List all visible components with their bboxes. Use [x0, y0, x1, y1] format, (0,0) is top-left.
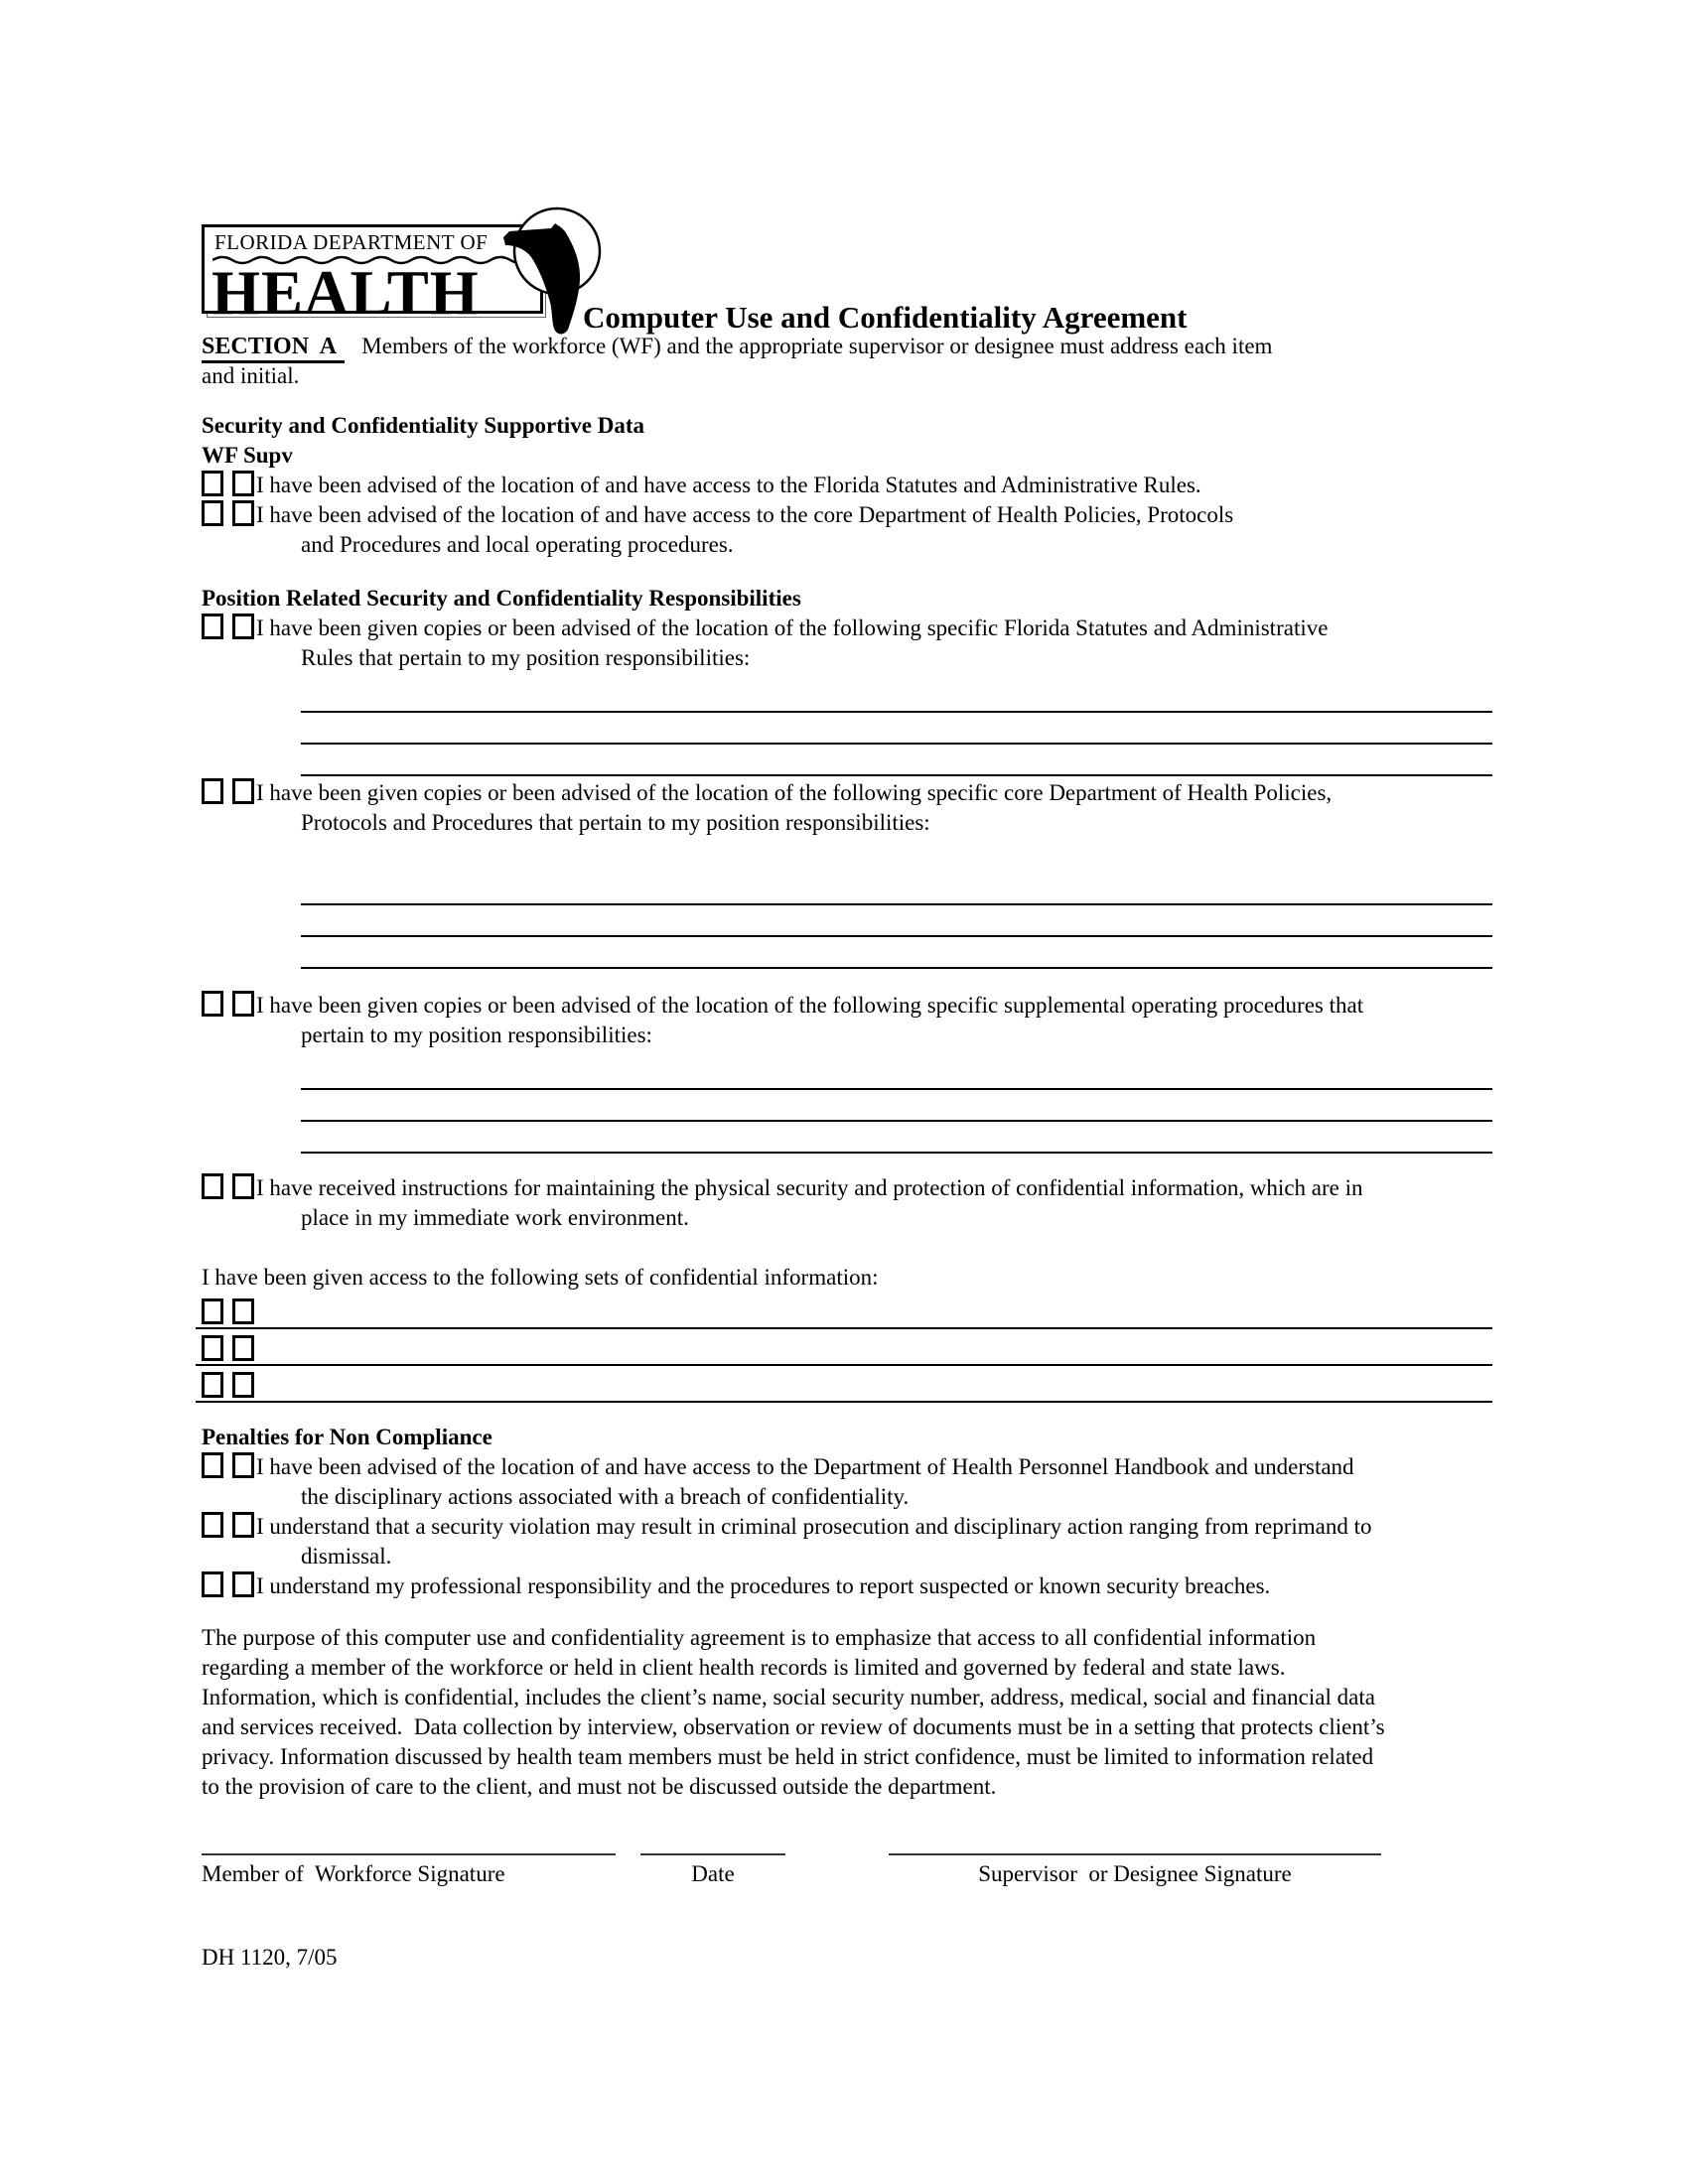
supv-initial-checkbox[interactable] [232, 500, 254, 526]
check-item [202, 1452, 1492, 1512]
access-section [202, 1263, 1492, 1403]
check-item [202, 1173, 1492, 1233]
date-col [640, 1853, 785, 1889]
wf-initial-checkbox[interactable] [202, 778, 223, 804]
write-in-line[interactable] [301, 745, 1492, 776]
supv-initial-checkbox[interactable] [232, 991, 254, 1017]
supervisor-signature-line[interactable] [889, 1853, 1381, 1855]
member-signature-label: Member of Workforce Signature [202, 1861, 505, 1886]
form-number: DH 1120, 7/05 [202, 1945, 338, 1970]
item-text: Rules that pertain to my position responsibilities: [301, 645, 751, 670]
supervisor-signature-col [829, 1853, 1381, 1889]
member-signature-line[interactable] [202, 1853, 616, 1855]
supv-initial-checkbox[interactable] [232, 1173, 254, 1199]
supv-initial-checkbox[interactable] [232, 1512, 254, 1538]
supv-initial-checkbox[interactable] [232, 614, 254, 639]
supportive-heading: Security and Confidentiality Supportive Data [202, 413, 644, 438]
supv-initial-checkbox[interactable] [232, 778, 254, 804]
wf-initial-checkbox[interactable] [202, 1452, 223, 1478]
write-in-line[interactable] [301, 681, 1492, 713]
item-text: and Procedures and local operating procedures. [301, 532, 734, 557]
purpose-line: and services received. Data collection by interview, observation or review of documents must be in a setting that protects client’s [202, 1714, 1385, 1739]
access-write-in-row[interactable] [196, 1329, 1492, 1366]
write-in-line[interactable] [301, 1122, 1492, 1154]
wf-supv-column-labels: WF Supv [202, 443, 293, 468]
supv-initial-checkbox[interactable] [232, 1335, 254, 1361]
penalties-section [202, 1423, 1492, 1601]
wf-initial-checkbox[interactable] [202, 991, 223, 1017]
write-in-area [301, 681, 1492, 776]
purpose-line: regarding a member of the workforce or held in client health records is limited and governed by federal and state laws. [202, 1655, 1286, 1680]
position-heading: Position Related Security and Confidentiality Responsibilities [202, 586, 801, 611]
wf-initial-checkbox[interactable] [202, 614, 223, 639]
logo-banner-text: FLORIDA DEPARTMENT OF [214, 230, 489, 254]
supv-initial-checkbox[interactable] [232, 1571, 254, 1597]
penalties-heading: Penalties for Non Compliance [202, 1425, 492, 1449]
doh-logo [202, 224, 543, 328]
supv-initial-checkbox[interactable] [232, 471, 254, 496]
check-item [202, 614, 1492, 673]
purpose-line: Information, which is confidential, includes the client’s name, social security number, address, medical, social and financial data [202, 1685, 1375, 1709]
wf-initial-checkbox[interactable] [202, 471, 223, 496]
logo-health-text: HEALTH [211, 258, 480, 328]
member-signature-col [202, 1853, 616, 1889]
wf-initial-checkbox[interactable] [202, 500, 223, 526]
check-item [202, 1512, 1492, 1571]
check-item [202, 778, 1492, 838]
doh-logo-box [202, 224, 543, 328]
write-in-line[interactable] [301, 713, 1492, 745]
header [202, 224, 1492, 335]
wf-initial-checkbox[interactable] [202, 1173, 223, 1199]
signature-block [202, 1853, 1492, 1889]
check-item [202, 1571, 1492, 1601]
write-in-area [301, 874, 1492, 969]
check-item [202, 991, 1492, 1050]
access-intro: I have been given access to the following sets of confidential information: [202, 1265, 879, 1290]
wf-initial-checkbox[interactable] [202, 1372, 223, 1398]
check-item [202, 500, 1492, 560]
purpose-line: The purpose of this computer use and confidentiality agreement is to emphasize that access to all confidential information [202, 1625, 1317, 1650]
item-text: I have been advised of the location of and have access to the Florida Statutes and Administrative Rules. [256, 473, 1201, 497]
check-item [202, 471, 1492, 500]
section-a-intro [202, 332, 1492, 391]
item-text: I have been advised of the location of and have access to the Department of Health Personnel Handbook and understand [256, 1454, 1354, 1479]
item-text: pertain to my position responsibilities: [301, 1023, 652, 1047]
section-a-label: SECTION A [202, 334, 345, 363]
write-in-line[interactable] [301, 1058, 1492, 1090]
item-text: I have been advised of the location of and have access to the core Department of Health Policies, Protocols [256, 502, 1234, 527]
wf-initial-checkbox[interactable] [202, 1298, 223, 1324]
supv-initial-checkbox[interactable] [232, 1452, 254, 1478]
date-label: Date [691, 1861, 735, 1886]
purpose-line: to the provision of care to the client, and must not be discussed outside the department. [202, 1774, 997, 1799]
write-in-line[interactable] [301, 1090, 1492, 1122]
wf-initial-checkbox[interactable] [202, 1571, 223, 1597]
item-text: I understand my professional responsibility and the procedures to report suspected or known security breaches. [256, 1573, 1271, 1598]
item-text: I have been given copies or been advised of the location of the following specific core Department of Health Policies, [256, 780, 1333, 805]
purpose-line: privacy. Information discussed by health team members must be held in strict confidence, must be limited to information related [202, 1744, 1374, 1769]
supervisor-signature-label: Supervisor or Designee Signature [978, 1861, 1292, 1886]
write-in-line[interactable] [301, 905, 1492, 937]
item-text: I understand that a security violation may result in criminal prosecution and disciplinary action ranging from reprimand to [256, 1514, 1372, 1539]
access-write-in-row[interactable] [196, 1366, 1492, 1403]
item-text: dismissal. [301, 1544, 392, 1569]
item-text: Protocols and Procedures that pertain to my position responsibilities: [301, 810, 930, 835]
supportive-section [202, 411, 1492, 560]
supv-initial-checkbox[interactable] [232, 1372, 254, 1398]
page-title: Computer Use and Confidentiality Agreement [583, 300, 1188, 335]
section-a-text-line1: Members of the workforce (WF) and the appropriate supervisor or designee must address each item [361, 334, 1273, 358]
item-text: I have been given copies or been advised of the location of the following specific Florida Statutes and Administrative [256, 615, 1329, 640]
purpose-paragraph [202, 1623, 1492, 1802]
write-in-area [301, 1058, 1492, 1154]
write-in-line[interactable] [301, 937, 1492, 969]
item-text: the disciplinary actions associated with a breach of confidentiality. [301, 1484, 910, 1509]
write-in-line[interactable] [301, 874, 1492, 905]
wf-initial-checkbox[interactable] [202, 1512, 223, 1538]
date-line[interactable] [640, 1853, 785, 1855]
item-text: I have received instructions for maintaining the physical security and protection of confidential information, which are in [256, 1175, 1363, 1200]
section-a-text-line2: and initial. [202, 363, 300, 388]
item-text: place in my immediate work environment. [301, 1205, 689, 1230]
position-section [202, 584, 1492, 1233]
wf-initial-checkbox[interactable] [202, 1335, 223, 1361]
item-text: I have been given copies or been advised of the location of the following specific supplemental operating procedures that [256, 993, 1364, 1018]
access-write-in-row[interactable] [196, 1293, 1492, 1329]
supv-initial-checkbox[interactable] [232, 1298, 254, 1324]
